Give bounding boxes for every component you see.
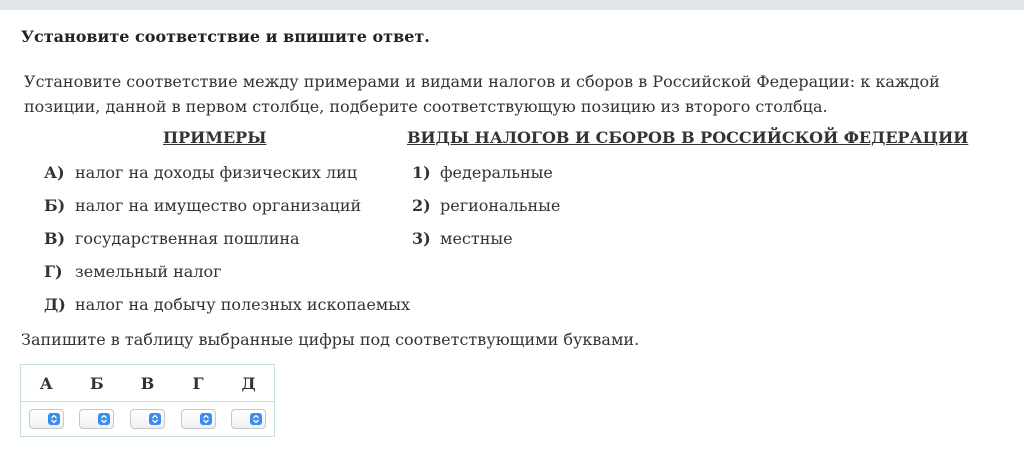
example-text: земельный налог	[75, 262, 222, 281]
answer-table-header-row	[21, 365, 274, 402]
tax-types-column-header: ВИДЫ НАЛОГОВ И СБОРОВ В РОССИЙСКОЙ ФЕДЕРАЦИИ	[407, 128, 969, 147]
question-text: Установите соответствие между примерами и видами налогов и сборов в Российской Федерации: к каждой позиции, данной в первом столбце, подберите соответствующую позицию из второго столбца.	[24, 72, 940, 116]
answer-instruction: Запишите в таблицу выбранные цифры под соответствующими буквами.	[21, 330, 640, 349]
example-mark: Д)	[44, 295, 66, 314]
tax-type-item-2	[412, 195, 560, 217]
answer-select-d[interactable]	[231, 409, 266, 429]
answer-select-v[interactable]	[130, 409, 165, 429]
answer-table	[20, 364, 275, 437]
task-title: Установите соответствие и впишите ответ.	[21, 27, 430, 46]
answer-cell-a	[21, 409, 72, 429]
example-text: государственная пошлина	[75, 229, 300, 248]
answer-cell-b	[72, 409, 123, 429]
answer-cell-g	[173, 409, 224, 429]
example-item-v	[44, 228, 300, 250]
example-mark: В)	[44, 229, 66, 248]
tax-type-item-1	[412, 162, 553, 184]
tax-type-text: региональные	[440, 196, 561, 215]
example-item-d	[44, 294, 410, 316]
example-mark: Б)	[44, 196, 66, 215]
select-arrows-icon	[250, 413, 262, 425]
answer-select-a[interactable]	[29, 409, 64, 429]
select-arrows-icon	[48, 413, 60, 425]
example-text: налог на добычу полезных ископаемых	[75, 295, 410, 314]
tax-type-text: местные	[440, 229, 513, 248]
answer-select-g[interactable]	[181, 409, 216, 429]
answer-cell-d	[223, 409, 274, 429]
example-mark: Г)	[44, 262, 63, 281]
answer-select-b[interactable]	[79, 409, 114, 429]
answer-header-a: А	[39, 374, 53, 393]
select-arrows-icon	[200, 413, 212, 425]
example-mark: А)	[44, 163, 65, 182]
top-bar	[0, 0, 1024, 10]
tax-type-mark: 2)	[412, 196, 431, 215]
tax-type-mark: 3)	[412, 229, 431, 248]
examples-column-header: ПРИМЕРЫ	[163, 128, 267, 147]
tax-type-item-3	[412, 228, 513, 250]
tax-type-mark: 1)	[412, 163, 431, 182]
example-item-g	[44, 261, 222, 283]
select-arrows-icon	[149, 413, 161, 425]
answer-header-d: Д	[241, 374, 256, 393]
example-text: налог на доходы физических лиц	[75, 163, 358, 182]
example-item-a	[44, 162, 357, 184]
answer-header-v: В	[140, 374, 155, 393]
select-arrows-icon	[98, 413, 110, 425]
answer-header-b: Б	[90, 374, 104, 393]
answer-header-g: Г	[192, 374, 204, 393]
answer-table-select-row	[21, 402, 274, 436]
tax-type-text: федеральные	[440, 163, 553, 182]
example-text: налог на имущество организаций	[75, 196, 362, 215]
example-item-b	[44, 195, 361, 217]
answer-cell-v	[122, 409, 173, 429]
